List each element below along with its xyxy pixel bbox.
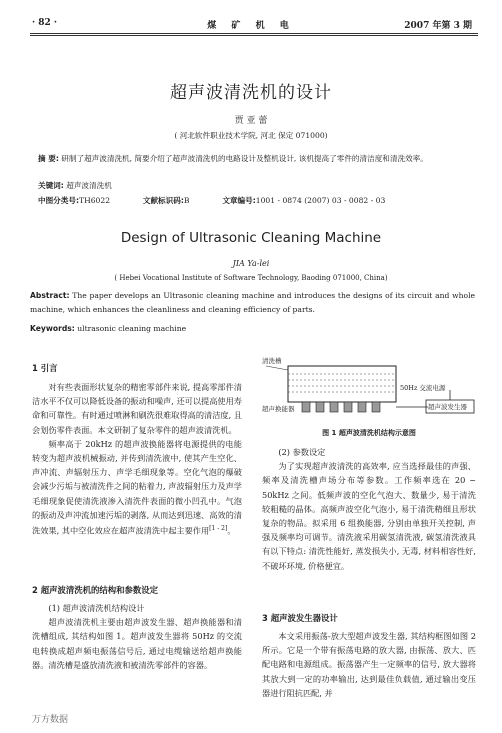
- s1-paragraph-2: 频率高于 20kHz 的超声波换能器将电源提供的电能转变为超声波机械振动, 并传到清洗液中, 使其产生空化、声冲流、声辐射压力、声学毛细现象等。空化气泡的爆破会减少污垢与被清洗件之间的粘着力, 声波辐射压力及声学毛细现象促使清洗液渗入清洗件表面的微小凹孔中。气泡的振动及声冲流加速污垢的剥落, 从而达到迅速、高效的清洗效果, 其中空化效应在超声波清洗中起主要作用[1 - 2]。: [32, 438, 242, 536]
- fig-label-generator: 超声波发生器: [428, 403, 467, 411]
- fig-label-tank: 清洗槽: [262, 357, 282, 365]
- affiliation-en: ( Hebei Vocational Institute of Software Technology, Baoding 071000, China): [114, 274, 388, 282]
- affiliation-cn: ( 河北软件职业技术学院, 河北 保定 071000): [174, 131, 328, 140]
- abstract-en: [30, 289, 475, 316]
- cleaning-tank: [288, 366, 396, 402]
- clc-label: 中图分类号:: [38, 196, 80, 205]
- header-rule: [30, 33, 478, 34]
- s3-paragraph-1: 本文采用振荡-放大型超声波发生器, 其结构框图如图 2 所示。它是一个带有振荡电路的放大器, 由振荡、放大、匹配电路和电源组成。振荡器产生一定频率的信号, 放大器将其放大到一定的功率输出, 达到最佳负载值, 通过输出变压器进行阻抗匹配, 并: [262, 631, 476, 698]
- s2-paragraph-2: 为了实现超声波清洗的高效率, 应当选择最佳的声强、频率及清洗槽声场分布等参数。工作频率选在 20 ~ 50kHz 之间。低频声波的空化气泡大、数量少, 易于清洗较粗糙的晶体。高频声波空化气泡小, 易于清洗精细且形状复杂的物品。拟采用 6 组换能器, 分别由单独开关控制, 声强及频率均可调节。清洗液采用碳氢清洗液, 碳氢清洗液具有以下特点: 清洗性能好, 蒸发损失小, 无毒, 材料相容性好, 不破坏环境, 价格便宜。: [262, 461, 476, 571]
- abstract-cn-text: 研制了超声波清洗机, 简要介绍了超声波清洗机的电路设计及整机设计, 该机提高了零件的清洁度和清洗效率。: [61, 154, 428, 163]
- s1-paragraph-2-text: 频率高于 20kHz 的超声波换能器将电源提供的电能转变为超声波机械振动, 并传到清洗液中, 使其产生空化、声冲流、声辐射压力、声学毛细现象等。空化气泡的爆破会减少污垢与被清洗件之间的粘着力, 声波辐射压力及声学毛细现象促使清洗液渗入清洗件表面的微小凹孔中。气泡的振动及声冲流加速污垢的剥落, 从而达到迅速、高效的清洗效果, 其中空化效应在超声波清洗中起主要作用: [32, 438, 242, 536]
- classification-line: [38, 194, 468, 207]
- abstract-en-text: The paper develops an Ultrasonic cleaning machine and introduces the designs of its circuit and whole machine, which enhances the cleanliness and cleaning efficiency of parts.: [30, 291, 475, 314]
- keywords-en: [30, 322, 475, 335]
- keywords-cn-label: 关键词:: [38, 181, 64, 190]
- clc-value: TH6022: [79, 196, 111, 205]
- citation: [1 - 2]: [209, 525, 228, 533]
- keywords-cn-text: 超声波清洗机: [66, 181, 112, 190]
- keywords-en-label: Keywords:: [30, 324, 75, 333]
- section-2-title: 2 超声波清洗机的结构和参数设定: [32, 585, 158, 595]
- article-no-value: 1001 - 0874 (2007) 03 - 0082 - 03: [255, 196, 386, 205]
- watermark: 万方数据: [32, 715, 69, 725]
- title-cn: 超声波清洗机的设计: [170, 83, 332, 103]
- figure-1-caption: 图 1 超声波清洗机结构示意图: [322, 429, 416, 437]
- s2-paragraph-1: 超声波清洗机主要由超声波发生器、超声换能器和清洗槽组成, 其结构如图 1。超声波发生器将 50Hz 的交流电转换成超声频电振荡信号后, 通过电缆输送给超声换能器。清洗槽是盛放清洗液和被清洗零部件的容器。: [32, 617, 242, 670]
- doc-code-value: B: [183, 196, 190, 205]
- author-cn: 贾 亚 蕾: [234, 116, 268, 126]
- left-column-section-2: [32, 601, 242, 672]
- abstract-cn: [38, 152, 468, 165]
- doc-code-label: 文献标识码:: [142, 196, 184, 205]
- section-3-title: 3 超声波发生器设计: [262, 613, 338, 623]
- header-rule-2: [30, 35, 478, 36]
- right-column-section-3: [262, 629, 476, 700]
- issue-info: 2007 年第 3 期: [404, 21, 472, 31]
- author-en: JIA Ya-lei: [232, 259, 270, 268]
- right-column-section-2: [262, 445, 476, 573]
- keywords-en-text: ultrasonic cleaning machine: [77, 324, 187, 333]
- transducer-array: [302, 402, 380, 412]
- keywords-cn: [38, 179, 468, 192]
- fig-label-transducer: 超声换能器: [262, 405, 295, 413]
- s2-subheading-2: (2) 参数设定: [278, 447, 326, 457]
- article-no-label: 文章编号:: [222, 196, 256, 205]
- page-number: · 82 ·: [32, 18, 58, 28]
- journal-name: 煤 矿 机 电: [207, 21, 295, 31]
- fig-label-power: 50Hz 交流电源: [400, 384, 446, 392]
- left-column-section-1: [32, 380, 242, 538]
- s1-paragraph-1: 对有些表面形状复杂的精密零部件来说, 提高零部件清洁水平不仅可以降低设备的振动和噪声, 还可以提高使用寿命和可靠性。有时通过喷淋和刷洗很难取得高的清洁度, 且会划伤零件表面。本文研制了复杂零件的超声波清洗机。: [32, 382, 242, 435]
- abstract-en-label: Abstract:: [30, 291, 70, 300]
- title-en: Design of Ultrasonic Cleaning Machine: [120, 230, 382, 246]
- section-1-title: 1 引言: [32, 363, 58, 373]
- abstract-cn-label: 摘 要:: [38, 154, 59, 163]
- s2-subheading-1: (1) 超声波清洗机结构设计: [48, 603, 145, 613]
- tank-leader: [266, 366, 288, 370]
